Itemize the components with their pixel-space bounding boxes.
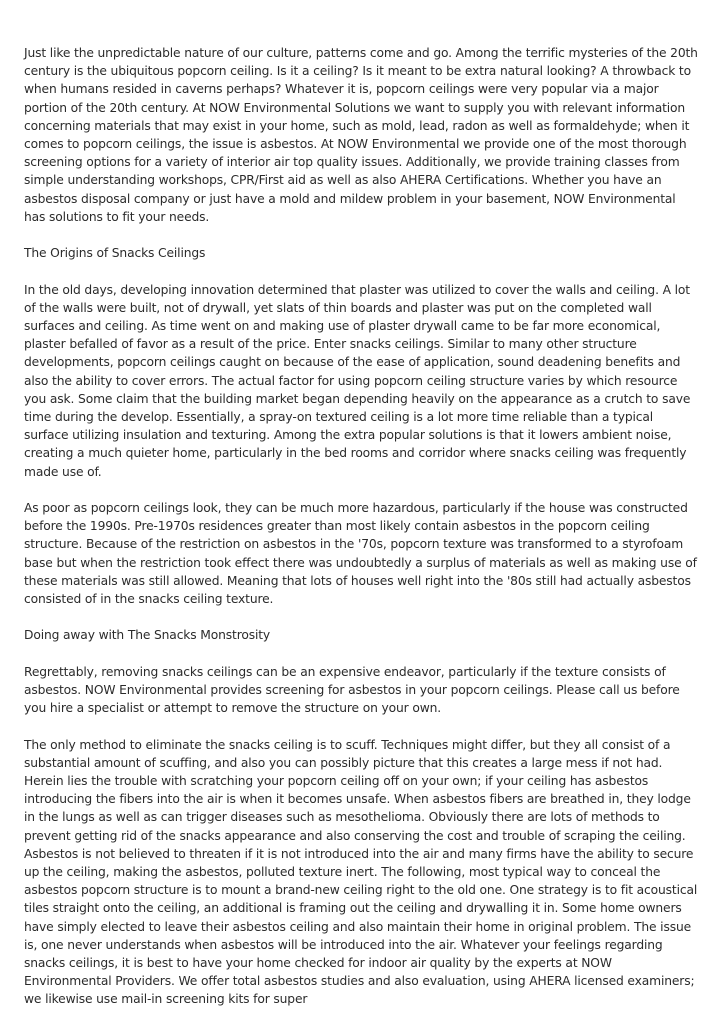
removal-methods-paragraph: The only method to eliminate the snacks ceiling is to scuff. Techniques might differ, but they all consist of a substantial amount of scuffing, and also you can possibly picture that this creates a large mess if not had. Herein lies the trouble with scratching your popcorn ceiling off on your own; if your ceiling has asbestos introducing the fibers into the air is when it becomes unsafe. When asbestos fibers are breathed in, they lodge in the lungs as well as can trigger diseases such as mesothelioma. Obviously there are lots of methods to prevent getting rid of the snacks appearance and also conserving the cost and trouble of scraping the ceiling. Asbestos is not believed to threaten if it is not introduced into the air and many firms have the ability to secure up the ceiling, making the asbestos, polluted texture inert. The following, most typical way to conceal the asbestos popcorn structure is to mount a brand-new ceiling right to the old one. One strategy is to fit acoustical tiles straight onto the ceiling, an additional is framing out the ceiling and drywalling it in. Some home owners have simply elected to leave their asbestos ceiling and also maintain their home in original problem. The issue is, one never understands when asbestos will be introduced into the air. Whatever your feelings regarding snacks ceilings, it is best to have your home checked for indoor air quality by the experts at NOW Environmental Providers. We offer total asbestos studies and also evaluation, using AHERA licensed examiners; we likewise use mail-in screening kits for super: [24, 737, 698, 1007]
hazards-paragraph: As poor as popcorn ceilings look, they can be much more hazardous, particularly if the house was constructed before the 1990s. Pre-1970s residences greater than most likely contain asbestos in the popcorn ceiling structure. Because of the restriction on asbestos in the '70s, popcorn texture was transformed to a styrofoam base but when the restriction took effect there was undoubtedly a surplus of materials as well as making use of these materials was still allowed. Meaning that lots of houses well right into the '80s still had actually asbestos consisted of in the snacks ceiling texture.: [24, 501, 697, 607]
section-heading-origins: The Origins of Snacks Ceilings: [24, 246, 206, 261]
intro-paragraph: Just like the unpredictable nature of our culture, patterns come and go. Among the terrific mysteries of the 20th century is the ubiquitous popcorn ceiling. Is it a ceiling? Is it meant to be extra natural looking? A throwback to when humans resided in caverns perhaps? Whatever it is, popcorn ceilings were very popular via a major portion of the 20th century. At NOW Environmental Solutions we want to supply you with relevant information concerning materials that may exist in your home, such as mold, lead, radon as well as formaldehyde; when it comes to popcorn ceilings, the issue is asbestos. At NOW Environmental we provide one of the most thorough screening options for a variety of interior air top quality issues. Additionally, we provide training classes from simple understanding workshops, CPR/First aid as well as also AHERA Certifications. Whether you have an asbestos disposal company or just have a mold and mildew problem in your basement, NOW Environmental has solutions to fit your needs.: [24, 46, 698, 224]
section-heading-removal: Doing away with The Snacks Monstrosity: [24, 628, 271, 643]
removal-intro-paragraph: Regrettably, removing snacks ceilings can be an expensive endeavor, particularly if the texture consists of asbestos. NOW Environmental provides screening for asbestos in your popcorn ceilings. Please call us before you hire a specialist or attempt to remove the structure on your own.: [24, 664, 680, 716]
origins-paragraph: In the old days, developing innovation determined that plaster was utilized to cover the walls and ceiling. A lot of the walls were built, not of drywall, yet slats of thin boards and plaster was put on the completed wall surfaces and ceiling. As time went on and making use of plaster drywall came to be far more economical, plaster befalled of favor as a result of the price. Enter snacks ceilings. Similar to many other structure developments, popcorn ceilings caught on because of the ease of application, sound deadening benefits and also the ability to cover errors. The actual factor for using popcorn ceiling structure varies by which resource you ask. Some claim that the building market began depending heavily on the appearance as a crutch to save time during the develop. Essentially, a spray-on textured ceiling is a lot more time reliable than a typical surface utilizing insulation and texturing. Among the extra popular solutions is that it lowers ambient noise, creating a much quieter home, particularly in the bed rooms and corridor where snacks ceiling was frequently made use of.: [24, 282, 691, 479]
article-body: [24, 44, 700, 1027]
